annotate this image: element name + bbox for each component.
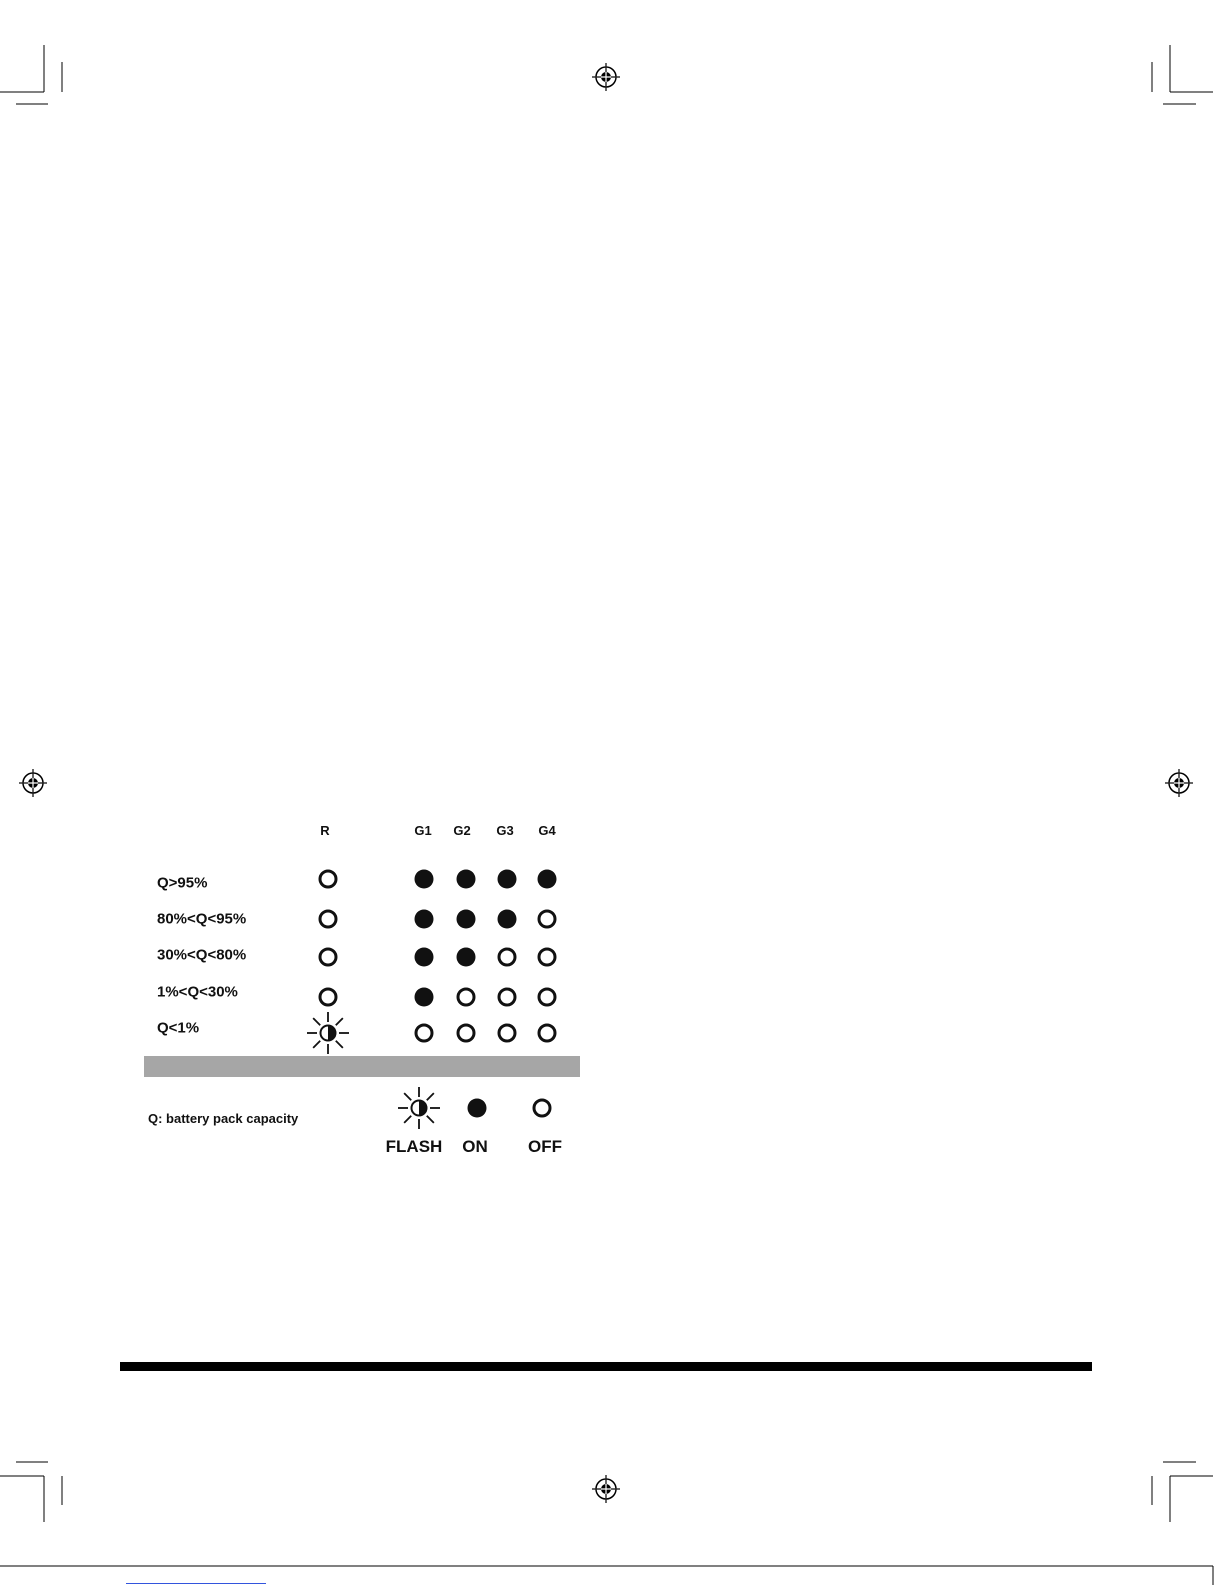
footer-rule	[120, 1362, 1092, 1371]
led-off-icon	[517, 1083, 567, 1133]
legend-label-on: ON	[462, 1137, 488, 1156]
row-label-q-1-30: 1%<Q<30%	[157, 983, 238, 1001]
column-header-g3: G3	[496, 823, 514, 838]
column-header-g2: G2	[453, 823, 471, 838]
row-label-q-30-80: 30%<Q<80%	[157, 946, 247, 964]
registration-mark-left	[19, 769, 47, 797]
row-label-q-80-95: 80%<Q<95%	[157, 910, 247, 928]
led-on-icon	[452, 1083, 502, 1133]
column-header-r: R	[320, 823, 330, 838]
led-off-icon-g4-row5	[522, 1008, 572, 1058]
legend-label-off: OFF	[528, 1137, 562, 1156]
column-header-g1: G1	[414, 823, 432, 838]
table-divider-bar	[144, 1056, 580, 1077]
registration-mark-top	[592, 63, 620, 91]
column-header-g4: G4	[538, 823, 556, 838]
led-flash-icon-r-row5	[303, 1008, 353, 1058]
row-label-q-above-95: Q>95%	[157, 874, 208, 892]
row-label-q-below-1: Q<1%	[157, 1019, 200, 1037]
registration-mark-right	[1165, 769, 1193, 797]
flash-led-icon	[394, 1083, 444, 1133]
legend-caption: Q: battery pack capacity	[148, 1111, 299, 1126]
footer-link-underline	[126, 1583, 266, 1584]
registration-mark-bottom	[592, 1475, 620, 1503]
legend-label-flash: FLASH	[385, 1137, 443, 1156]
